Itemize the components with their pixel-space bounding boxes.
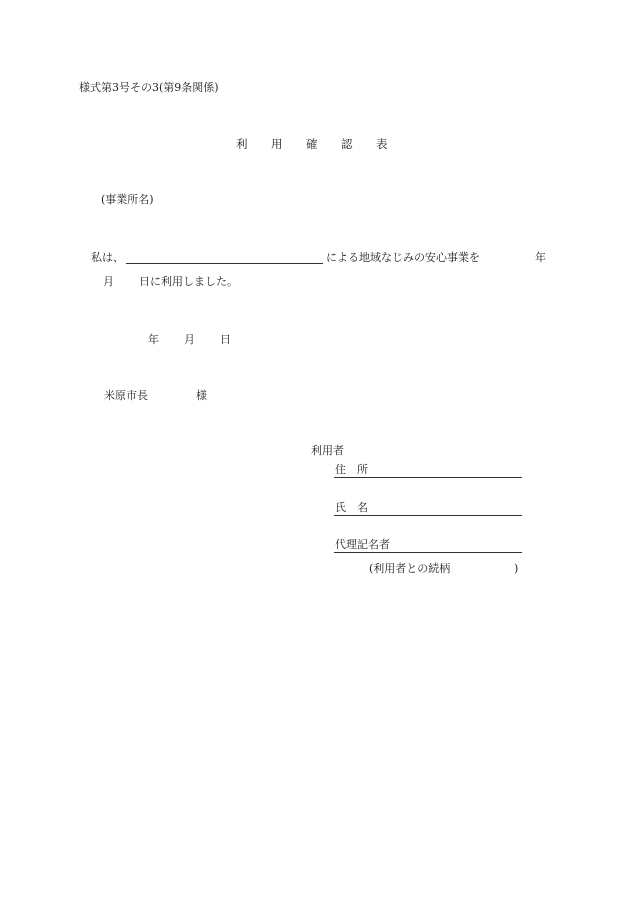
business-name-label: (事業所名) [101, 193, 154, 206]
user-heading: 利用者 [311, 444, 344, 457]
date-month: 月 [184, 333, 195, 346]
name-label: 氏 名 [335, 501, 368, 514]
business-name-field[interactable] [126, 263, 323, 264]
title-char: 表 [376, 137, 388, 151]
addressee-honorific: 様 [196, 389, 207, 402]
relationship-close: ) [514, 562, 519, 575]
form-number: 様式第3号その3(第9条関係) [79, 81, 219, 94]
statement-suffix: 日に利用しました。 [139, 275, 238, 288]
relationship-open: (利用者との続柄 [369, 562, 451, 575]
title-char: 利 [236, 137, 248, 151]
date-year: 年 [148, 333, 159, 346]
name-field[interactable] [334, 515, 522, 516]
statement-prefix: 私は、 [91, 251, 124, 264]
statement-year: 年 [535, 251, 546, 264]
addressee-name: 米原市長 [104, 389, 148, 402]
address-field[interactable] [334, 477, 522, 478]
proxy-label: 代理記名者 [335, 538, 390, 551]
title-char: 認 [341, 137, 353, 151]
title-char: 用 [271, 137, 283, 151]
title-char: 確 [306, 137, 318, 151]
statement-middle: による地域なじみの安心事業を [326, 251, 480, 264]
proxy-field[interactable] [334, 552, 522, 553]
statement-month: 月 [103, 275, 114, 288]
date-day: 日 [220, 333, 231, 346]
address-label: 住 所 [335, 463, 368, 476]
